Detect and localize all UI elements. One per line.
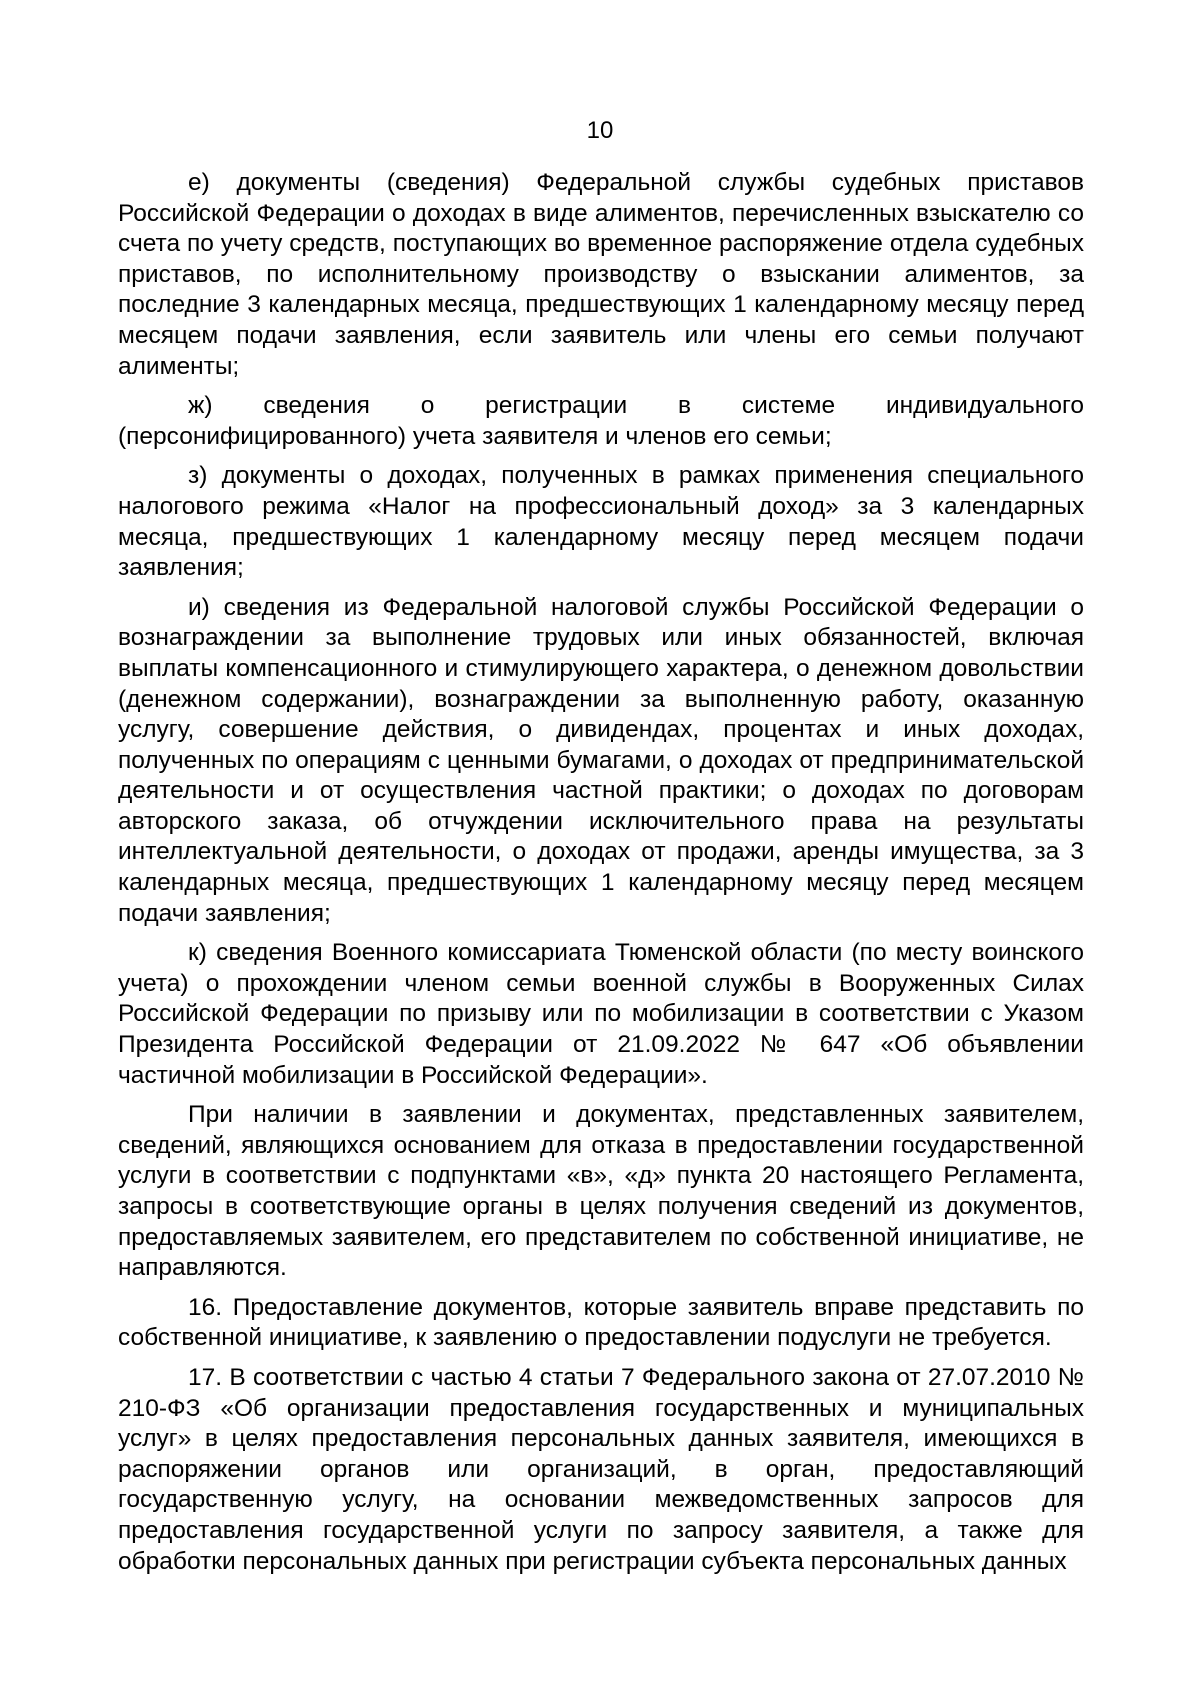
paragraph-note: При наличии в заявлении и документах, представленных заявителем, сведений, являющихся основанием для отказа в предоставлении государственной услуги в соответствии с подпунктами «в», «д» пункта 20 настоящего Регламента, запросы в соответствующие органы в целях получения сведений из документов, предоставляемых заявителем, его представителем по собственной инициативе, не направляются. [118, 1101, 1084, 1282]
paragraph-clause-16: 16. Предоставление документов, которые заявитель вправе представить по собственной инициативе, к заявлению о предоставлении подуслуги не требуется. [118, 1293, 1084, 1352]
paragraph-item-e: е) документы (сведения) Федеральной службы судебных приставов Российской Федерации о доходах в виде алиментов, перечисленных взыскателю со счета по учету средств, поступающих во временное распоряжение отдела судебных приставов, по исполнительному производству о взыскании алиментов, за последние 3 календарных месяца, предшествующих 1 календарному месяцу перед месяцем подачи заявления, если заявитель или члены его семьи получают алименты; [118, 169, 1084, 380]
page-number: 10 [586, 117, 614, 144]
paragraph-item-z: з) документы о доходах, полученных в рамках применения специального налогового режима «Налог на профессиональный доход» за 3 календарных месяца, предшествующих 1 календарному месяцу перед месяцем подачи заявления; [118, 462, 1084, 582]
paragraph-item-i: и) сведения из Федеральной налоговой службы Российской Федерации о вознаграждении за выполнение трудовых или иных обязанностей, включая выплаты компенсационного и стимулирующего характера, о денежном довольствии (денежном содержании), вознаграждении за выполненную работу, оказанную услугу, совершение действия, о дивидендах, процентах и иных доходах, полученных по операциям с ценными бумагами, о доходах от предпринимательской деятельности и от осуществления частной практики; о доходах по договорам авторского заказа, об отчуждении исключительного права на результаты интеллектуальной деятельности, о доходах от продажи, аренды имущества, за 3 календарных месяца, предшествующих 1 календарному месяцу перед месяцем подачи заявления; [118, 593, 1084, 927]
paragraph-item-zh: ж) сведения о регистрации в системе индивидуального (персонифицированного) учета заявителя и членов его семьи; [118, 392, 1084, 450]
paragraph-item-k: к) сведения Военного комиссариата Тюменской области (по месту воинского учета) о прохождении членом семьи военной службы в Вооруженных Силах Российской Федерации по призыву или по мобилизации в соответствии с Указом Президента Российской Федерации от 21.09.2022 № 647 «Об объявлении частичной мобилизации в Российской Федерации». [118, 939, 1084, 1089]
paragraph-clause-17: 17. В соответствии с частью 4 статьи 7 Федерального закона от 27.07.2010 № 210-ФЗ «Об организации предоставления государственных и муниципальных услуг» в целях предоставления персональных данных заявителя, имеющихся в распоряжении органов или организаций, в орган, предоставляющий государственную услугу, на основании межведомственных запросов для предоставления государственной услуги по запросу заявителя, а также для обработки персональных данных при регистрации субъекта персональных данных [118, 1363, 1084, 1575]
document-body [118, 168, 1084, 1577]
